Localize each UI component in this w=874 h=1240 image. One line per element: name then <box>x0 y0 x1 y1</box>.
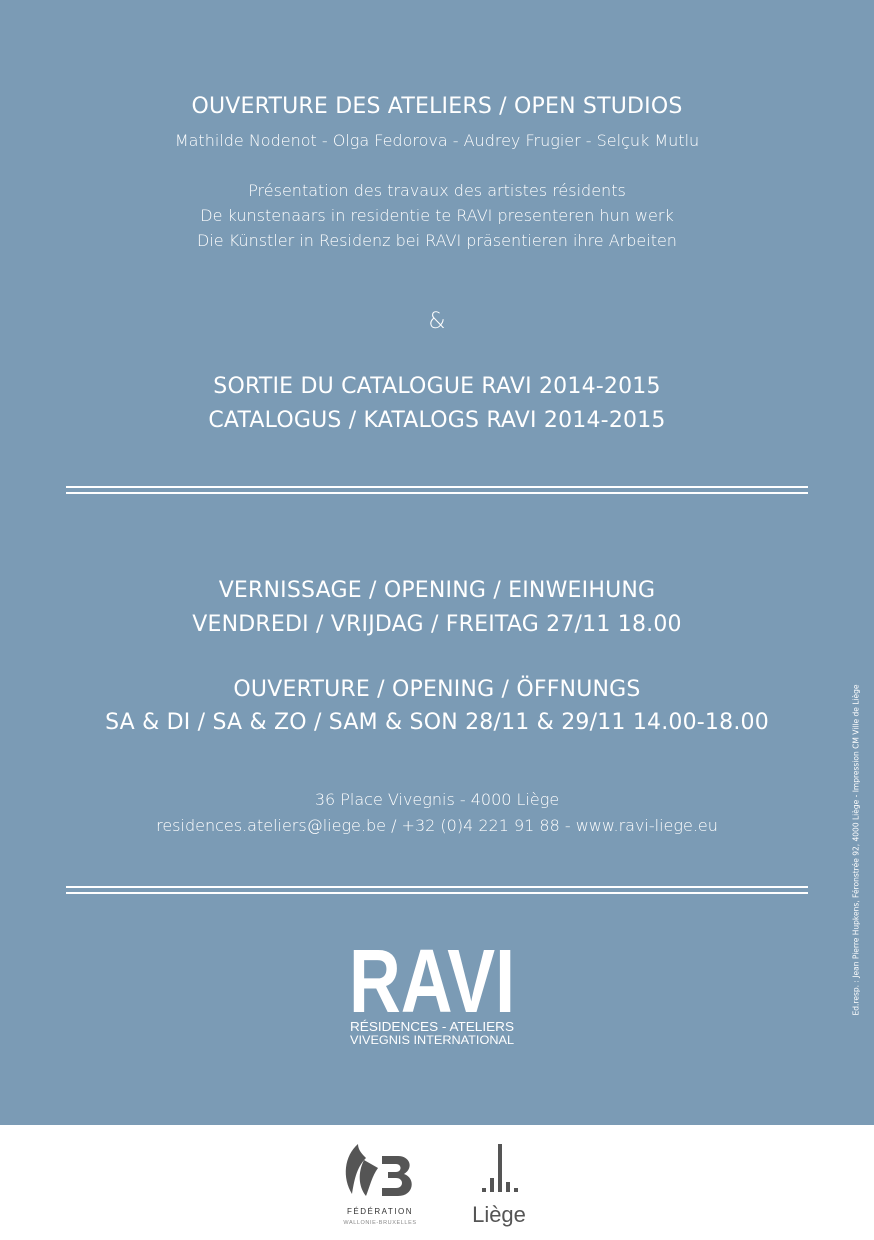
divider-top-a <box>66 486 808 488</box>
title: OUVERTURE DES ATELIERS / OPEN STUDIOS <box>191 94 683 119</box>
side-credit: Ed.resp. : Jean Pierre Hupkens, Féronstrée 92, 4000 Liège - Impression CM Ville de Liège <box>851 684 861 1016</box>
liege-name: Liège <box>472 1202 526 1227</box>
divider-top-b <box>66 492 808 494</box>
divider-bottom-a <box>66 886 808 888</box>
ampersand: & <box>428 309 446 334</box>
ravi-tagline-1: RÉSIDENCES - ATELIERS <box>350 1019 515 1034</box>
federation-wallonie-bruxelles-logo <box>338 1138 422 1230</box>
fwb-line-1: FÉDÉRATION <box>347 1207 413 1216</box>
ouverture-line-1: OUVERTURE / OPENING / ÖFFNUNGS <box>233 677 641 702</box>
fwb-line-2: WALLONIE-BRUXELLES <box>343 1220 417 1226</box>
contact-line: residences.ateliers@liege.be / +32 (0)4 221 91 88 - www.ravi-liege.eu <box>156 816 718 835</box>
vernissage-line-1: VERNISSAGE / OPENING / EINWEIHUNG <box>218 578 656 603</box>
presentation-nl: De kunstenaars in residentie te RAVI presenteren hun werk <box>200 206 674 225</box>
presentation-de: Die Künstler in Residenz bei RAVI präsentieren ihre Arbeiten <box>197 231 677 250</box>
ravi-logo <box>348 940 516 1052</box>
divider-bottom-b <box>66 892 808 894</box>
ravi-wordmark: RAVI <box>349 940 515 1032</box>
catalogue-line-1: SORTIE DU CATALOGUE RAVI 2014-2015 <box>213 374 661 399</box>
ravi-tagline-2: VIVEGNIS INTERNATIONAL <box>350 1033 515 1047</box>
ouverture-line-2: SA & DI / SA & ZO / SAM & SON 28/11 & 29/11 14.00-18.00 <box>105 710 769 735</box>
artists-line: Mathilde Nodenot - Olga Fedorova - Audrey Frugier - Selçuk Mutlu <box>174 131 700 150</box>
footer <box>0 1125 874 1240</box>
catalogue-line-2: CATALOGUS / KATALOGS RAVI 2014-2015 <box>208 408 666 433</box>
liege-logo <box>460 1138 538 1230</box>
address: 36 Place Vivegnis - 4000 Liège <box>314 790 560 809</box>
presentation-fr: Présentation des travaux des artistes résidents <box>248 181 626 200</box>
vernissage-line-2: VENDREDI / VRIJDAG / FREITAG 27/11 18.00 <box>192 612 682 637</box>
